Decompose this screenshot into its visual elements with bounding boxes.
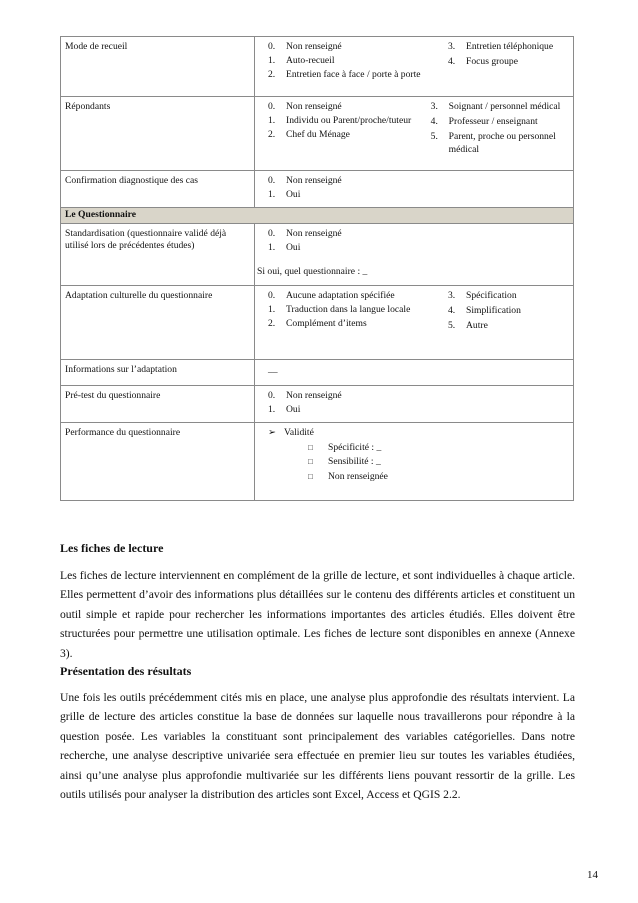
option-item: 2. Complément d’items	[268, 317, 367, 329]
row-label: Adaptation culturelle du questionnaire	[61, 285, 255, 359]
section-title: Le Questionnaire	[61, 208, 574, 224]
row-label: Mode de recueil	[61, 37, 255, 97]
list-item: □ Spécificité : _	[308, 441, 382, 453]
option-item: 1. Traduction dans la langue locale	[268, 303, 411, 315]
option-item: 0. Non renseigné	[268, 101, 342, 112]
validity-heading: Validité	[284, 426, 314, 438]
list-item: □ Sensibilité : _	[308, 456, 381, 468]
paragraph: Les fiches de lecture interviennent en complément de la grille de lecture, et sont individuelles à chaque article. Elles permettent d’avoir des informations plus détaillées sur le contenu des différents articles et constituent un outil simple et rapide pour rechercher les informations importantes des articles étudiés. Elles doivent être structurées pour permettre une utilisation optimale. Les fiches de lecture sont disponibles en annexe (Annexe 3).	[60, 569, 575, 660]
option-item: 4. Simplification	[448, 304, 521, 316]
option-item: 5. Autre	[448, 319, 488, 331]
table-row	[61, 223, 574, 285]
option-item: 0. Non renseigné	[268, 389, 342, 401]
checkbox-icon: □	[308, 442, 313, 452]
row-label: Performance du questionnaire	[61, 422, 255, 500]
table-section-row	[61, 208, 574, 224]
option-item: 1. Oui	[268, 241, 301, 253]
table-row	[61, 359, 574, 385]
table-row	[61, 422, 574, 500]
option-item: 1. Individu ou Parent/proche/tuteur	[268, 115, 412, 127]
table-row	[61, 285, 574, 359]
option-item: 3. Entretien téléphonique	[448, 41, 554, 52]
row-label: Répondants	[61, 97, 255, 171]
checkbox-icon: □	[308, 457, 313, 467]
section-heading: Présentation des résultats	[60, 664, 192, 678]
table-row	[61, 37, 574, 97]
option-item: 0. Non renseigné	[268, 41, 342, 52]
option-item: 1. Oui	[268, 189, 301, 201]
option-item: 2. Entretien face à face / porte à porte	[268, 69, 421, 81]
page-number: 14	[587, 869, 598, 881]
option-item: 2. Chef du Ménage	[268, 129, 350, 141]
option-item: 4. Professeur / enseignant	[430, 116, 538, 128]
row-label: Pré-test du questionnaire	[61, 385, 255, 422]
paragraph: Une fois les outils précédemment cités mis en place, une analyse plus approfondie des résultats intervient. La grille de lecture des articles constitue la base de données sur laquelle nous travaillerons pour répondre à la question posée. Les variables la constituant sont principalement des variables catégorielles. Dans notre recherche, une analyse descriptive univariée sera effectuée en premier lieu sur toutes les variables étudiées, ainsi qu’une analyse plus approfondie multivariée sur les différents liens pouvant ressortir de la grille. Les outils utilisés pour analyser la distribution des articles sont Excel, Access et QGIS 2.2.	[60, 691, 575, 802]
row-label: Standardisation (questionnaire validé déjà utilisé lors de précédentes études)	[61, 223, 255, 285]
option-item: 1. Oui	[268, 403, 301, 415]
row-label: Informations sur l’adaptation	[61, 359, 255, 385]
arrow-bullet-icon: ➢	[268, 426, 277, 438]
option-item: 1. Auto-recueil	[268, 55, 335, 67]
row-label: Confirmation diagnostique des cas	[61, 171, 255, 208]
table-row	[61, 97, 574, 171]
blank-field: __	[268, 363, 278, 375]
option-item: 3. Spécification	[448, 289, 517, 301]
coding-grid-table	[60, 36, 574, 501]
table-row	[61, 385, 574, 422]
table-row	[61, 171, 574, 208]
checkbox-icon: □	[308, 471, 313, 481]
list-item: □ Non renseignée	[308, 470, 388, 482]
option-item: 3. Soignant / personnel médical	[430, 101, 561, 112]
option-item: 4. Focus groupe	[448, 56, 518, 68]
section-heading: Les fiches de lecture	[60, 541, 164, 555]
option-item: 0. Aucune adaptation spécifiée	[268, 289, 395, 301]
option-item: 0. Non renseigné	[268, 175, 342, 186]
option-item: 5. Parent, proche ou personnel médical	[430, 131, 556, 155]
option-item: 0. Non renseigné	[268, 227, 342, 239]
questionnaire-note: Si oui, quel questionnaire : _	[257, 265, 368, 277]
